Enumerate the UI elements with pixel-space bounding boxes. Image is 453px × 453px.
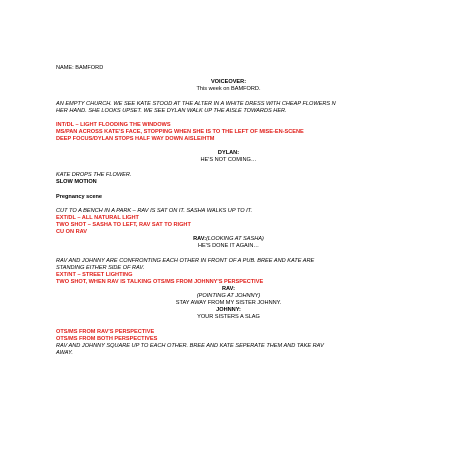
slow-motion-label: SLOW MOTION: [56, 179, 97, 185]
park-direction-3: CU ON RAV: [56, 229, 87, 235]
park-direction-1: EXT/DL – ALL NATURAL LIGHT: [56, 215, 139, 221]
rav-line-1: HE'S DONE IT AGAIN…: [198, 243, 259, 249]
pub-action-line-1: RAV AND JOHNNY ARE CONFRONTING EACH OTHER IN FRONT OF A PUB. BREE AND KATE ARE: [56, 258, 315, 264]
rav-dialogue-1-header: [56, 236, 401, 243]
final-action-line-2: AWAY.: [56, 350, 73, 356]
rav-line-2: STAY AWAY FROM MY SISTER JOHNNY.: [175, 300, 282, 306]
dylan-heading: DYLAN:: [217, 150, 240, 156]
pub-action-line-2: STANDING EITHER SIDE OF RAV.: [56, 265, 145, 271]
pub-direction-1: EXT/NT – STREET LIGHTING: [56, 272, 133, 278]
voiceover-line: This week on BAMFORD.: [196, 86, 261, 92]
johnny-heading: JOHNNY:: [216, 307, 241, 313]
pregnancy-scene-heading: Pregnancy scene: [56, 194, 103, 200]
flower-action: KATE DROPS THE FLOWER.: [56, 172, 132, 178]
final-direction-2: OTS/MS FROM BOTH PERSPECTIVES: [56, 336, 158, 342]
voiceover-heading: VOICEOVER:: [210, 79, 247, 85]
church-direction-1: INT/DL – LIGHT FLOODING THE WINDOWS: [56, 122, 171, 128]
rav-parenthetical-1: (LOOKING AT SASHA): [206, 236, 264, 242]
rav-parenthetical-2: (POINTING AT JOHNNY): [196, 293, 261, 299]
final-direction-1: OTS/MS FROM RAV'S PERSPECTIVE: [56, 329, 155, 335]
park-direction-2: TWO SHOT – SASHA TO LEFT, RAV SAT TO RIGHT: [56, 222, 191, 228]
johnny-line: YOUR SISTERS A SLAG: [197, 314, 260, 320]
church-action-line-1: AN EMPTY CHURCH. WE SEE KATE STOOD AT THE ALTER IN A WHITE DRESS WITH CHEAP FLOWERS N: [56, 101, 336, 107]
church-direction-2: MS/PAN ACROSS KATE'S FACE, STOPPING WHEN SHE IS TO THE LEFT OF MISE-EN-SCENE: [56, 129, 304, 135]
rav-heading-2: RAV:: [222, 286, 235, 292]
rav-heading-1: RAV:: [193, 236, 207, 242]
name-line: NAME: BAMFORD: [56, 65, 104, 71]
park-action: CUT TO A BENCH IN A PARK – RAV IS SAT ON IT. SASHA WALKS UP TO IT.: [56, 208, 253, 214]
church-action-line-2: HER HAND. SHE LOOKS UPSET. WE SEE DYLAN WALK UP THE AISLE TOWARDS HER.: [56, 108, 287, 114]
dylan-line: HE'S NOT COMING…: [200, 157, 257, 163]
church-direction-3: DEEP FOCUS/DYLAN STOPS HALF WAY DOWN AISLE/HTM: [56, 136, 215, 142]
final-action-line-1: RAV AND JOHNNY SQUARE UP TO EACH OTHER. BREE AND KATE SEPERATE THEM AND TAKE RAV: [56, 343, 324, 349]
pub-direction-2: TWO SHOT, WHEN RAV IS TALKING OTS/MS FROM JOHNNY'S PERSPECTIVE: [56, 279, 264, 285]
